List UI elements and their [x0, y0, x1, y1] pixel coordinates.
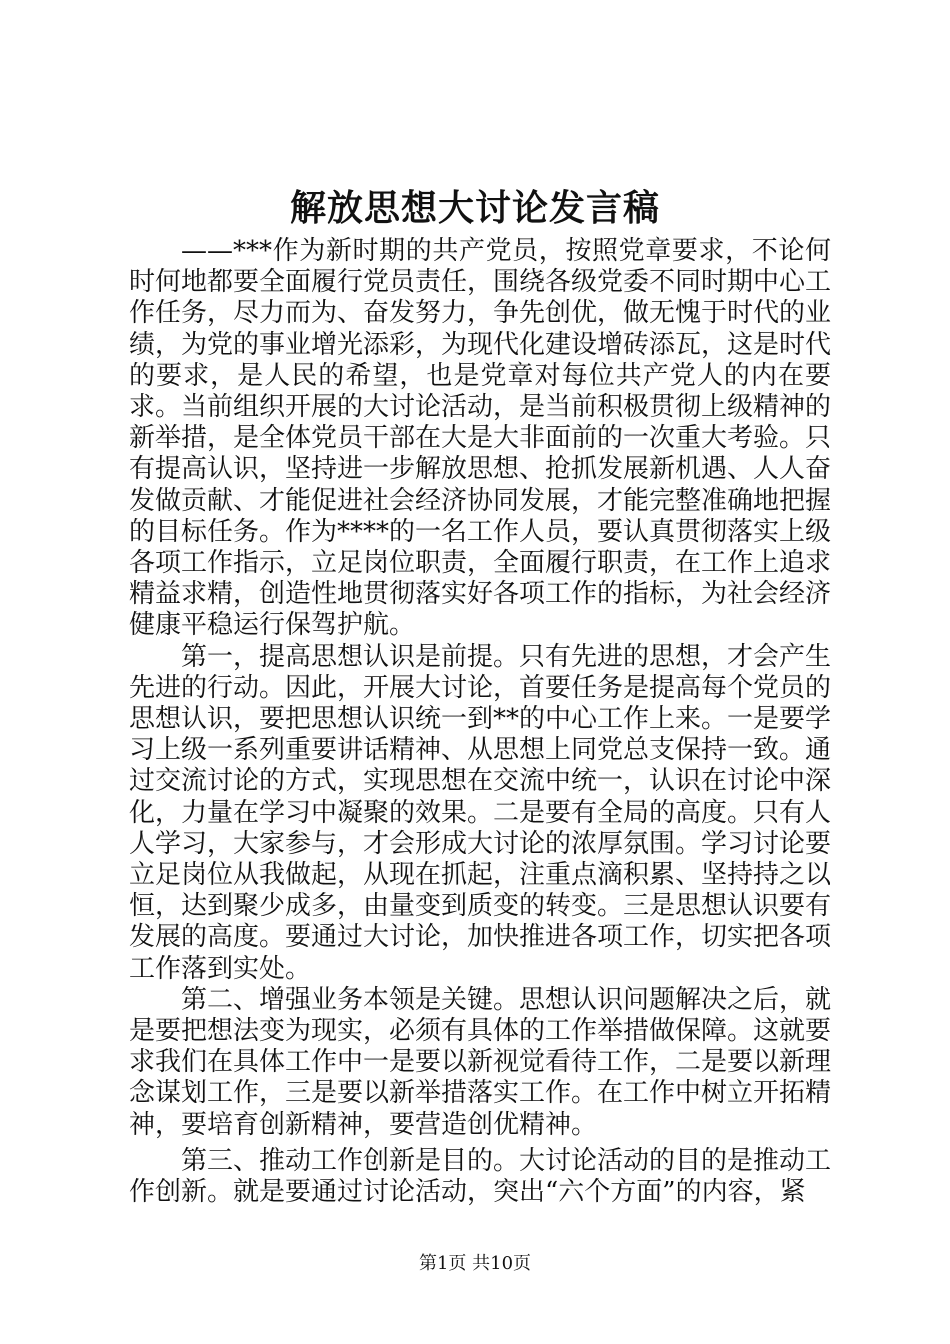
paragraph-third-point: 第三、推动工作创新是目的。大讨论活动的目的是推动工作创新。就是要通过讨论活动，突出“六个方面”的内容，紧 [129, 1145, 832, 1208]
paragraph-first-point: 第一，提高思想认识是前提。只有先进的思想，才会产生先进的行动。因此，开展大讨论，首要任务是提高每个党员的思想认识，要把思想认识统一到**的中心工作上来。一是要学习上级一系列重要讲话精神、从思想上同党总支保持一致。通过交流讨论的方式，实现思想在交流中统一，认识在讨论中深化，力量在学习中凝聚的效果。二是要有全局的高度。只有人人学习，大家参与，才会形成大讨论的浓厚氛围。学习讨论要立足岗位从我做起，从现在抓起，注重点滴积累、坚持持之以恒，达到聚少成多，由量变到质变的转变。三是思想认识要有发展的高度。要通过大讨论，加快推进各项工作，切实把各项工作落到实处。 [129, 641, 832, 984]
paragraph-second-point: 第二、增强业务本领是关键。思想认识问题解决之后，就是要把想法变为现实，必须有具体的工作举措做保障。这就要求我们在具体工作中一是要以新视觉看待工作，二是要以新理念谋划工作，三是要以新举措落实工作。在工作中树立开拓精神，要培育创新精神，要营造创优精神。 [129, 984, 832, 1140]
document-body [129, 236, 831, 1208]
paragraph-intro: ——***作为新时期的共产党员，按照党章要求，不论何时何地都要全面履行党员责任，围绕各级党委不同时期中心工作任务，尽力而为、奋发努力，争先创优，做无愧于时代的业绩，为党的事业增光添彩，为现代化建设增砖添瓦，这是时代的要求，是人民的希望，也是党章对每位共产党人的内在要求。当前组织开展的大讨论活动，是当前积极贯彻上级精神的新举措，是全体党员干部在大是大非面前的一次重大考验。只有提高认识，坚持进一步解放思想、抢抓发展新机遇、人人奋发做贡献、才能促进社会经济协同发展，才能完整准确地把握的目标任务。作为****的一名工作人员，要认真贯彻落实上级各项工作指示，立足岗位职责，全面履行职责，在工作上追求精益求精，创造性地贯彻落实好各项工作的指标，为社会经济健康平稳运行保驾护航。 [129, 236, 832, 641]
page-footer: 第1页 共10页 [418, 1253, 532, 1274]
document-title: 解放思想大讨论发言稿 [289, 187, 660, 229]
